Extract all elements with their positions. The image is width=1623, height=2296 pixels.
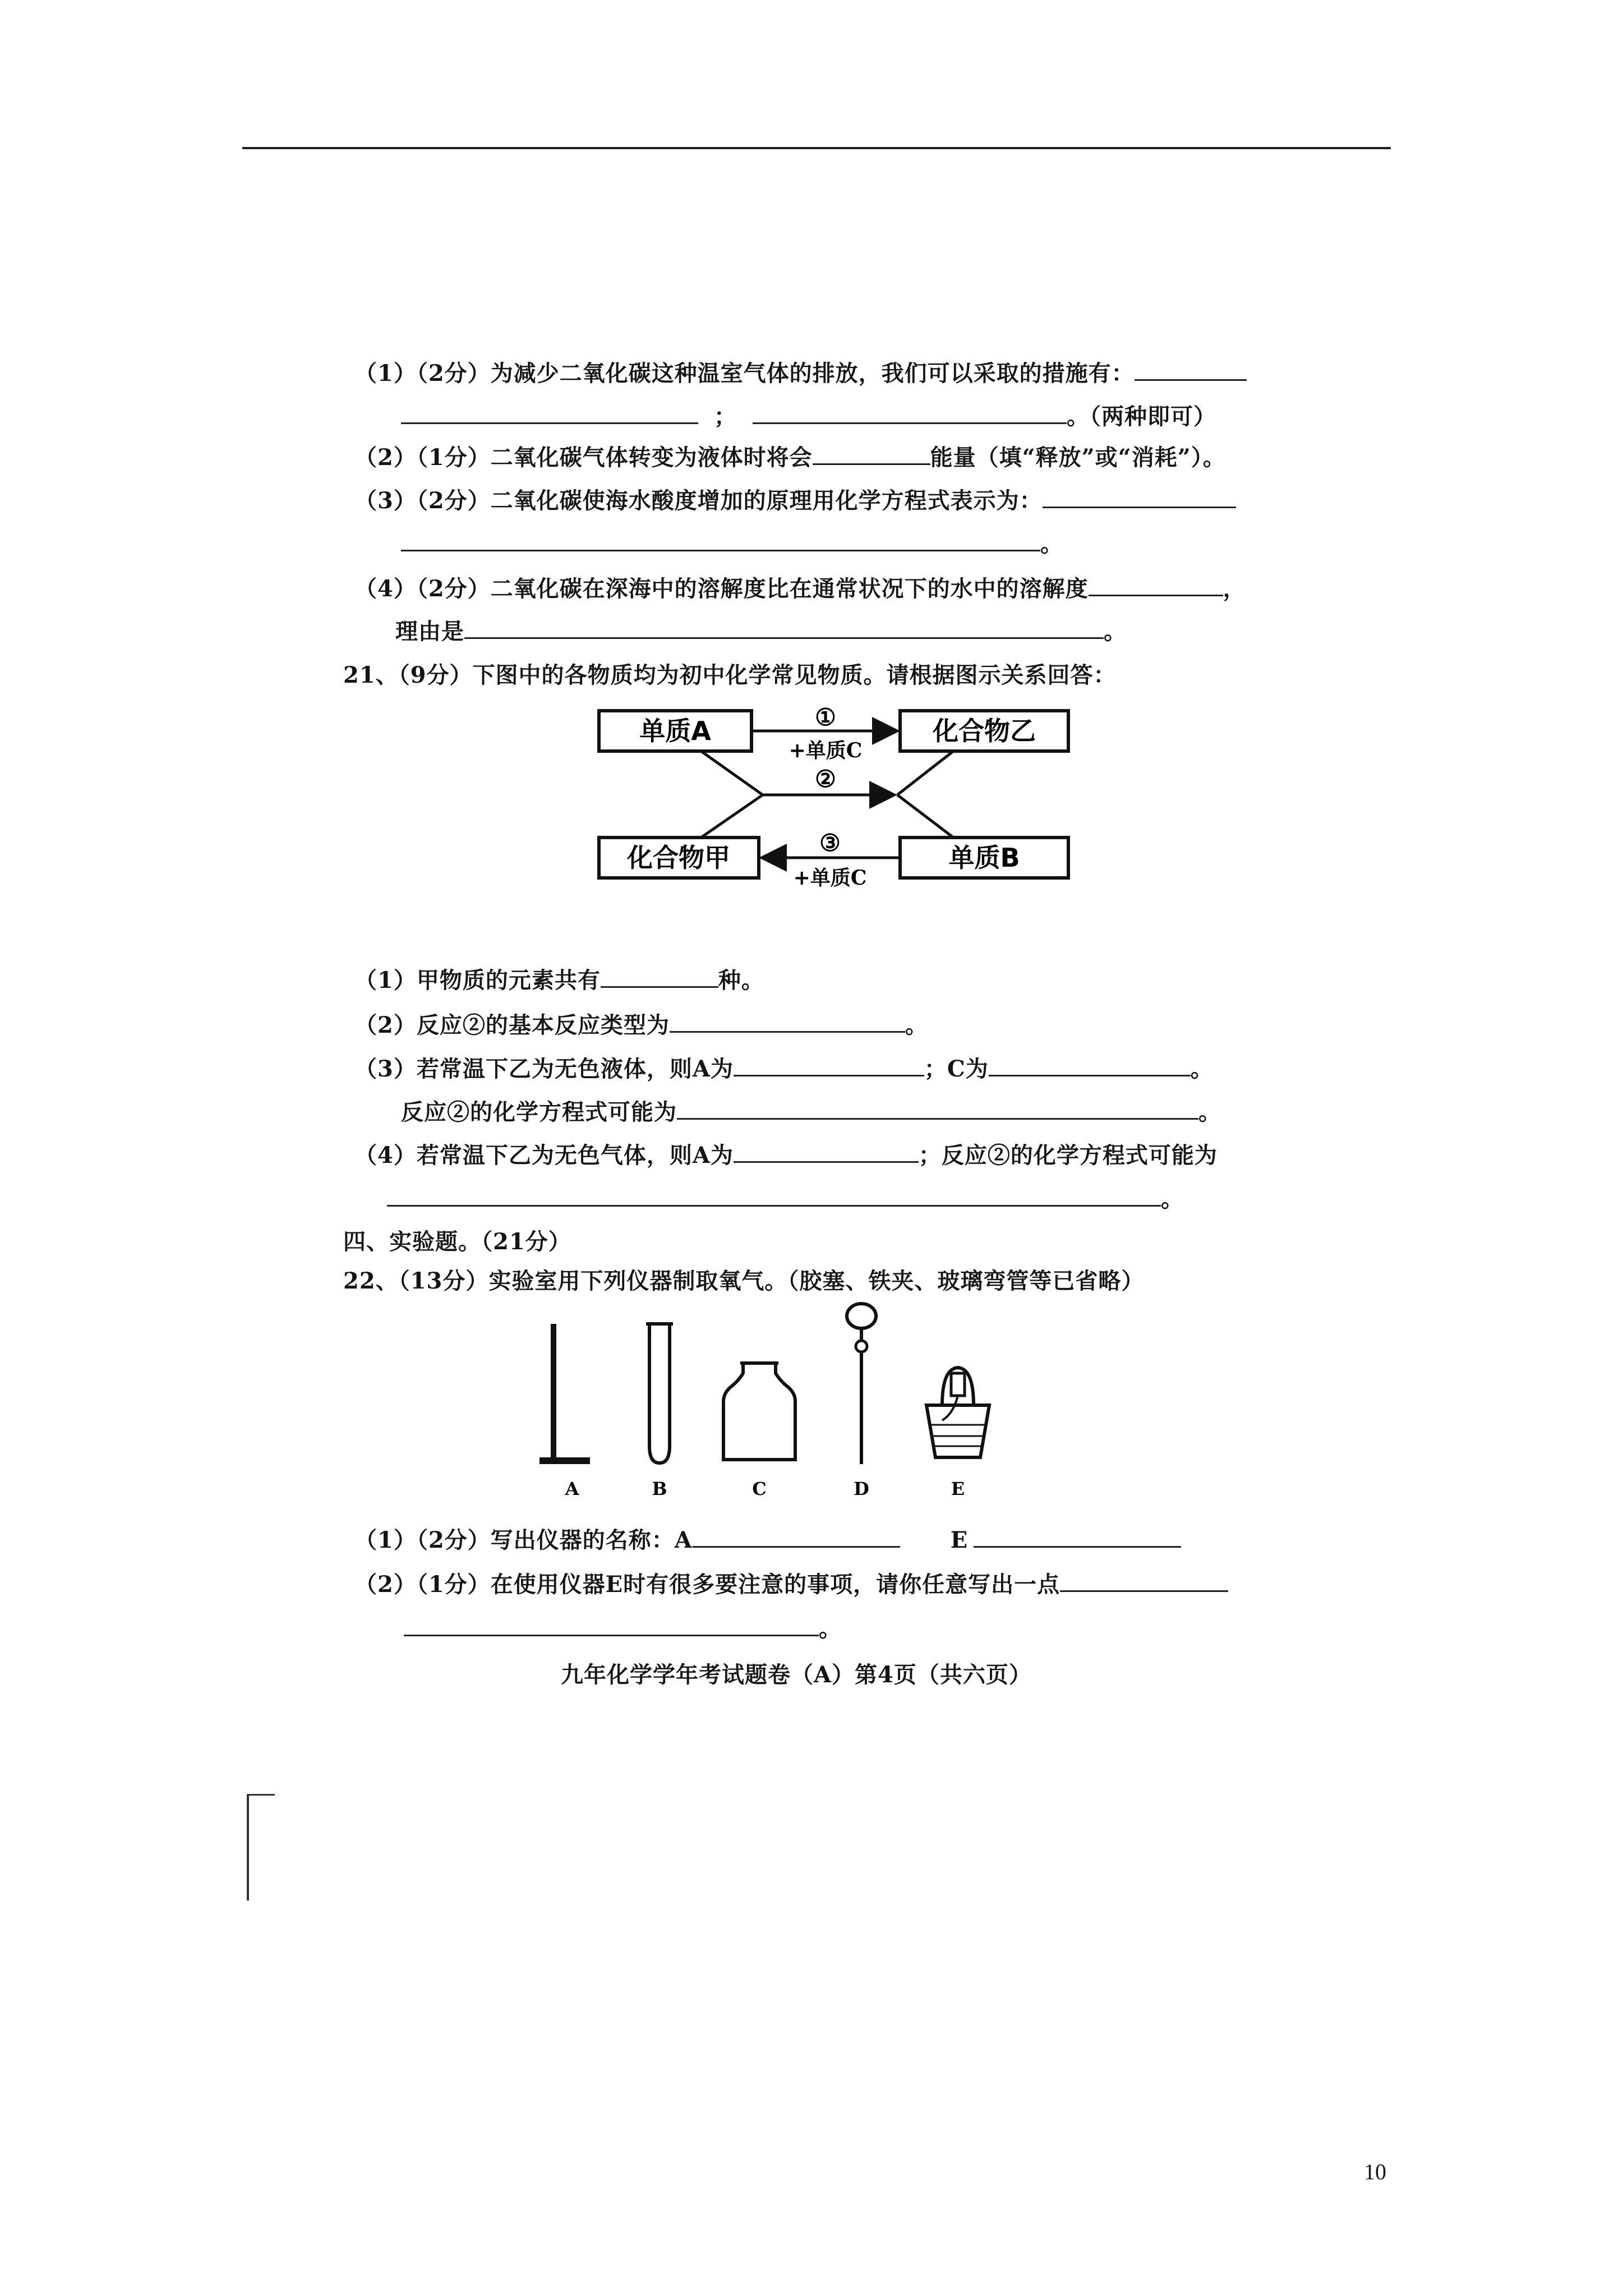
answer-blank[interactable] xyxy=(753,401,1067,424)
q21-title: 21、（9分）下图中的各物质均为初中化学常见物质。请根据图示关系回答： xyxy=(343,662,1117,688)
apparatus-label-b: B xyxy=(652,1478,667,1499)
q21-item-3-cont: 反应②的化学方程式可能为 。 xyxy=(401,1097,1221,1127)
box-a-text: 单质A xyxy=(639,716,711,746)
answer-blank[interactable] xyxy=(387,1184,1161,1207)
answer-blank[interactable] xyxy=(601,965,718,988)
q22-item-2: （2）（1分）在使用仪器E时有很多要注意的事项，请你任意写出一点 xyxy=(354,1569,1228,1599)
q20-item-1: （1）（2分）为减少二氧化碳这种温室气体的排放，我们可以采取的措施有： xyxy=(354,358,1247,388)
q20-item-1-cont: ； 。（两种即可） xyxy=(401,401,1216,431)
q21-item-1: （1）甲物质的元素共有 种。 xyxy=(354,965,764,995)
answer-blank[interactable] xyxy=(989,1053,1191,1076)
scan-edge-mark xyxy=(247,1794,249,1901)
q22-item-2-cont: 。 xyxy=(404,1613,842,1644)
reaction-1-label: ① xyxy=(815,703,836,731)
q21-item-4-cont: 。 xyxy=(387,1184,1184,1214)
q21-item-3: （3）若常温下乙为无色液体，则A为 ；C为 。 xyxy=(354,1053,1214,1084)
q21-item-2: （2）反应②的基本反应类型为 。 xyxy=(354,1010,928,1040)
answer-blank[interactable] xyxy=(1135,358,1247,381)
apparatus-label-a: A xyxy=(565,1478,579,1499)
lab-apparatus xyxy=(527,1301,1032,1509)
answer-blank[interactable] xyxy=(734,1053,924,1076)
section-4-heading: 四、实验题。（21分） xyxy=(343,1228,571,1255)
q21-item-4: （4）若常温下乙为无色气体，则A为 ；反应②的化学方程式可能为 xyxy=(354,1140,1218,1170)
answer-blank[interactable] xyxy=(734,1140,919,1163)
reaction-3-label: ③ xyxy=(819,829,841,857)
q20-item-3: （3）（2分）二氧化碳使海水酸度增加的原理用化学方程式表示为： xyxy=(354,485,1236,516)
box-jia-text: 化合物甲 xyxy=(627,843,730,873)
q20-item-4-cont: 理由是 。 xyxy=(395,616,1127,646)
box-yi-text: 化合物乙 xyxy=(933,716,1036,746)
header-rule xyxy=(242,147,1391,149)
page-number: 10 xyxy=(1364,2159,1386,2184)
answer-blank[interactable] xyxy=(401,401,698,424)
q20-item-2: （2）（1分）二氧化碳气体转变为液体时将会 能量（填“释放”或“消耗”）。 xyxy=(354,442,1226,472)
iron-stand-icon xyxy=(540,1324,590,1464)
funnel-icon xyxy=(847,1304,876,1464)
answer-blank[interactable] xyxy=(1043,485,1236,508)
reaction-diagram xyxy=(594,704,1077,898)
q20-item-3-cont: 。 xyxy=(401,528,1063,559)
q22-title: 22、（13分）实验室用下列仪器制取氧气。（胶塞、铁夹、玻璃弯管等已省略） xyxy=(343,1268,1145,1294)
apparatus-label-d: D xyxy=(854,1478,869,1499)
cross-line-a-to-b xyxy=(701,751,763,795)
cross-line-yi xyxy=(897,751,953,795)
apparatus-label-e: E xyxy=(951,1478,965,1499)
answer-blank[interactable] xyxy=(974,1525,1181,1548)
apparatus-label-c: C xyxy=(752,1478,767,1499)
plus-c-bottom: +单质C xyxy=(793,866,867,890)
answer-blank[interactable] xyxy=(464,616,1104,639)
answer-blank[interactable] xyxy=(1060,1569,1228,1592)
box-b-text: 单质B xyxy=(948,843,1020,873)
cross-line-jia xyxy=(701,795,763,838)
answer-blank[interactable] xyxy=(1089,573,1223,596)
water-trough-icon xyxy=(926,1368,989,1457)
cross-line-b xyxy=(897,795,953,838)
answer-blank[interactable] xyxy=(813,442,930,465)
plus-c-top: +单质C xyxy=(789,739,863,762)
reaction-2-label: ② xyxy=(815,765,836,793)
test-tube-icon xyxy=(646,1324,673,1463)
page-footer: 九年化学学年考试题卷（A）第4页（共六页） xyxy=(561,1662,1032,1688)
answer-blank[interactable] xyxy=(693,1525,900,1548)
answer-blank[interactable] xyxy=(401,528,1040,551)
answer-blank[interactable] xyxy=(677,1097,1198,1120)
q20-item-4: （4）（2分）二氧化碳在深海中的溶解度比在通常状况下的水中的溶解度 ， xyxy=(354,573,1246,604)
answer-blank[interactable] xyxy=(670,1010,905,1033)
answer-blank[interactable] xyxy=(404,1613,819,1636)
scan-edge-mark-top xyxy=(247,1794,275,1796)
q22-item-1: （1）（2分）写出仪器的名称：A E xyxy=(354,1525,1181,1555)
gas-bottle-icon xyxy=(723,1363,795,1460)
